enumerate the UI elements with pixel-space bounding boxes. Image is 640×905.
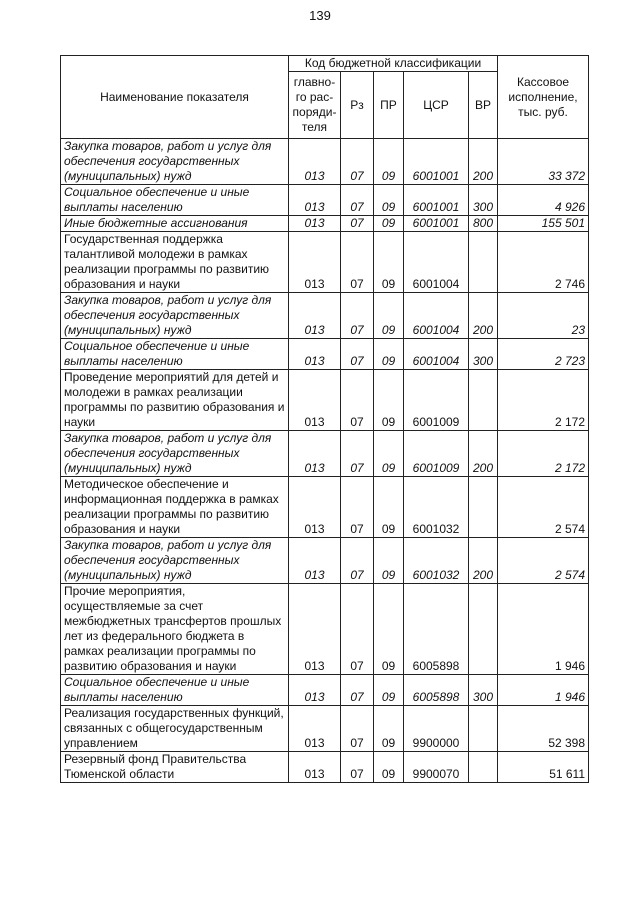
cell-pr: 09 xyxy=(374,675,404,706)
table-row xyxy=(61,370,589,431)
cell-admin-code: 013 xyxy=(289,139,341,185)
cell-amount: 1 946 xyxy=(498,675,589,706)
cell-rz: 07 xyxy=(341,675,374,706)
table-row xyxy=(61,185,589,216)
cell-name: Реализация государственных функций, связанных с общегосударственным управлением xyxy=(61,706,289,752)
cell-rz: 07 xyxy=(341,185,374,216)
cell-name: Закупка товаров, работ и услуг для обеспечения государственных (муниципальных) нужд xyxy=(61,139,289,185)
cell-csr: 6001001 xyxy=(404,216,469,232)
cell-pr: 09 xyxy=(374,139,404,185)
cell-amount: 2 574 xyxy=(498,477,589,538)
header-csr: ЦСР xyxy=(404,72,469,139)
cell-name: Закупка товаров, работ и услуг для обеспечения государственных (муниципальных) нужд xyxy=(61,293,289,339)
cell-amount: 2 172 xyxy=(498,431,589,477)
cell-name: Закупка товаров, работ и услуг для обеспечения государственных (муниципальных) нужд xyxy=(61,431,289,477)
cell-csr: 6001009 xyxy=(404,431,469,477)
cell-vr xyxy=(469,706,498,752)
cell-name: Методическое обеспечение и информационная поддержка в рамках реализации программы по развитию образования и науки xyxy=(61,477,289,538)
cell-admin-code: 013 xyxy=(289,370,341,431)
cell-name: Иные бюджетные ассигнования xyxy=(61,216,289,232)
page-number: 139 xyxy=(309,8,331,23)
cell-name: Резервный фонд Правительства Тюменской области xyxy=(61,752,289,783)
table-row xyxy=(61,477,589,538)
cell-admin-code: 013 xyxy=(289,293,341,339)
cell-admin-code: 013 xyxy=(289,339,341,370)
cell-vr: 200 xyxy=(469,293,498,339)
cell-csr: 6005898 xyxy=(404,584,469,675)
cell-admin-code: 013 xyxy=(289,216,341,232)
cell-csr: 6005898 xyxy=(404,675,469,706)
cell-vr: 800 xyxy=(469,216,498,232)
cell-vr: 300 xyxy=(469,339,498,370)
cell-pr: 09 xyxy=(374,370,404,431)
cell-csr: 6001004 xyxy=(404,293,469,339)
cell-pr: 09 xyxy=(374,216,404,232)
cell-admin-code: 013 xyxy=(289,675,341,706)
cell-amount: 2 746 xyxy=(498,232,589,293)
cell-rz: 07 xyxy=(341,431,374,477)
cell-rz: 07 xyxy=(341,477,374,538)
cell-pr: 09 xyxy=(374,706,404,752)
cell-amount: 2 574 xyxy=(498,538,589,584)
cell-name: Социальное обеспечение и иные выплаты населению xyxy=(61,185,289,216)
cell-amount: 51 611 xyxy=(498,752,589,783)
header-code-group: Код бюджетной классификации xyxy=(289,56,498,72)
cell-amount: 2 172 xyxy=(498,370,589,431)
cell-admin-code: 013 xyxy=(289,185,341,216)
cell-amount: 155 501 xyxy=(498,216,589,232)
table-body xyxy=(61,139,589,783)
header-admin: главно-го рас-поряди-теля xyxy=(289,72,341,139)
cell-pr: 09 xyxy=(374,339,404,370)
table-row xyxy=(61,706,589,752)
cell-pr: 09 xyxy=(374,477,404,538)
cell-vr xyxy=(469,477,498,538)
header-name: Наименование показателя xyxy=(61,56,289,139)
cell-csr: 6001004 xyxy=(404,232,469,293)
cell-amount: 23 xyxy=(498,293,589,339)
cell-name: Закупка товаров, работ и услуг для обеспечения государственных (муниципальных) нужд xyxy=(61,538,289,584)
cell-rz: 07 xyxy=(341,584,374,675)
cell-rz: 07 xyxy=(341,139,374,185)
table-row xyxy=(61,139,589,185)
cell-rz: 07 xyxy=(341,538,374,584)
header-amount: Кассовое исполнение, тыс. руб. xyxy=(498,56,589,139)
header-vr: ВР xyxy=(469,72,498,139)
cell-rz: 07 xyxy=(341,293,374,339)
cell-admin-code: 013 xyxy=(289,232,341,293)
cell-pr: 09 xyxy=(374,293,404,339)
table-header xyxy=(61,56,589,139)
cell-pr: 09 xyxy=(374,584,404,675)
table-row xyxy=(61,232,589,293)
cell-amount: 4 926 xyxy=(498,185,589,216)
table-row xyxy=(61,293,589,339)
cell-rz: 07 xyxy=(341,232,374,293)
cell-rz: 07 xyxy=(341,339,374,370)
cell-name: Прочие мероприятия, осуществляемые за счет межбюджетных трансфертов прошлых лет из федерального бюджета в рамках реализации программы по развитию образования и науки xyxy=(61,584,289,675)
cell-name: Проведение мероприятий для детей и молодежи в рамках реализации программы по развитию образования и науки xyxy=(61,370,289,431)
cell-pr: 09 xyxy=(374,538,404,584)
cell-vr: 200 xyxy=(469,431,498,477)
cell-name: Социальное обеспечение и иные выплаты населению xyxy=(61,675,289,706)
cell-name: Социальное обеспечение и иные выплаты населению xyxy=(61,339,289,370)
cell-csr: 6001004 xyxy=(404,339,469,370)
cell-vr: 300 xyxy=(469,185,498,216)
cell-admin-code: 013 xyxy=(289,706,341,752)
cell-admin-code: 013 xyxy=(289,584,341,675)
cell-pr: 09 xyxy=(374,232,404,293)
cell-vr: 300 xyxy=(469,675,498,706)
cell-csr: 6001001 xyxy=(404,185,469,216)
cell-admin-code: 013 xyxy=(289,538,341,584)
cell-amount: 2 723 xyxy=(498,339,589,370)
cell-rz: 07 xyxy=(341,216,374,232)
table-row xyxy=(61,752,589,783)
cell-vr xyxy=(469,584,498,675)
cell-amount: 52 398 xyxy=(498,706,589,752)
header-pr: ПР xyxy=(374,72,404,139)
cell-vr xyxy=(469,232,498,293)
cell-rz: 07 xyxy=(341,706,374,752)
table-row xyxy=(61,584,589,675)
cell-csr: 9900070 xyxy=(404,752,469,783)
table-row xyxy=(61,538,589,584)
cell-admin-code: 013 xyxy=(289,752,341,783)
cell-vr xyxy=(469,752,498,783)
cell-amount: 1 946 xyxy=(498,584,589,675)
table-row xyxy=(61,675,589,706)
cell-name: Государственная поддержка талантливой молодежи в рамках реализации программы по развитию образования и науки xyxy=(61,232,289,293)
cell-vr: 200 xyxy=(469,538,498,584)
budget-execution-table xyxy=(60,55,589,783)
table-row xyxy=(61,431,589,477)
cell-vr: 200 xyxy=(469,139,498,185)
table-row xyxy=(61,339,589,370)
cell-admin-code: 013 xyxy=(289,431,341,477)
cell-csr: 6001001 xyxy=(404,139,469,185)
cell-rz: 07 xyxy=(341,752,374,783)
cell-csr: 6001009 xyxy=(404,370,469,431)
cell-rz: 07 xyxy=(341,370,374,431)
cell-csr: 6001032 xyxy=(404,477,469,538)
cell-pr: 09 xyxy=(374,752,404,783)
cell-csr: 9900000 xyxy=(404,706,469,752)
cell-csr: 6001032 xyxy=(404,538,469,584)
table-row xyxy=(61,216,589,232)
cell-amount: 33 372 xyxy=(498,139,589,185)
cell-pr: 09 xyxy=(374,431,404,477)
cell-vr xyxy=(469,370,498,431)
header-rz: Рз xyxy=(341,72,374,139)
cell-admin-code: 013 xyxy=(289,477,341,538)
cell-pr: 09 xyxy=(374,185,404,216)
